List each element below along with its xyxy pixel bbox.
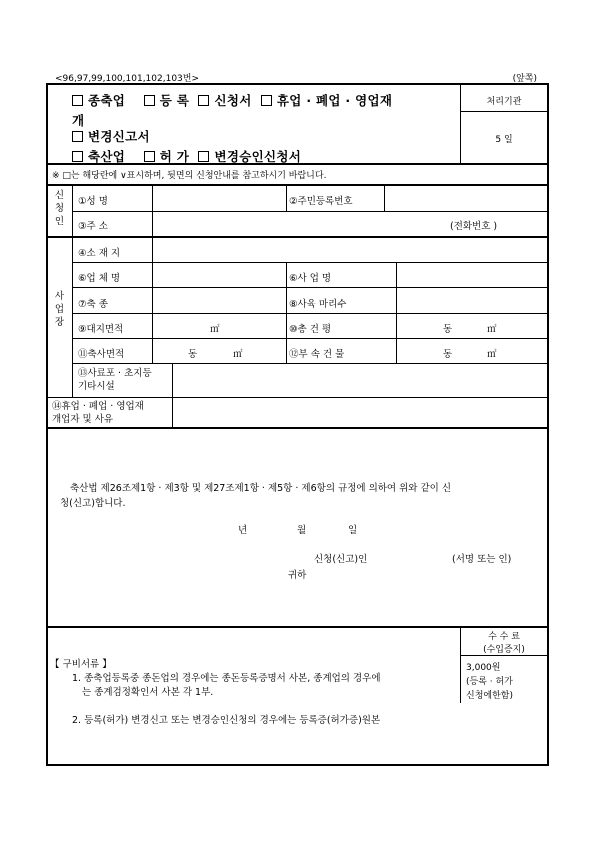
suspension-label: ⑭휴업 · 폐업 · 영업재 개업자 및 사유 <box>52 401 144 425</box>
title-option-change-approval: 변경승인신청서 <box>214 149 302 164</box>
title-line-2 <box>72 127 150 145</box>
address-field[interactable] <box>154 213 444 235</box>
date-month-label: 월 <box>297 525 307 536</box>
land-area-label: ⑨대지면적 <box>78 324 124 335</box>
document-item-1-line-2: 는 종계검정확인서 사본 각 1부. <box>82 687 214 698</box>
processing-days: 5 일 <box>495 135 513 145</box>
checkbox-icon[interactable] <box>198 151 209 162</box>
signature-hint: (서명 또는 인) <box>452 554 512 565</box>
headcount-field[interactable] <box>398 289 546 311</box>
barn-area-label: ⑪축사면적 <box>78 349 125 360</box>
location-field[interactable] <box>154 239 546 261</box>
title-option-register: 등 록 <box>159 93 190 108</box>
address-label: ③주 소 <box>78 221 108 232</box>
checkbox-icon[interactable] <box>198 95 209 106</box>
checkbox-icon[interactable] <box>144 95 155 106</box>
total-building-unit-dong: 동 <box>443 324 453 335</box>
suspension-reason-field[interactable] <box>174 399 546 425</box>
business-name-field[interactable] <box>398 264 546 286</box>
total-building-label: ⑩총 건 평 <box>289 324 332 335</box>
addressee-label: 귀하 <box>288 570 307 581</box>
title-option-permit: 허 가 <box>159 149 190 164</box>
checkbox-icon[interactable] <box>72 131 83 142</box>
checkbox-icon[interactable] <box>72 95 83 106</box>
instruction-text: ※ □는 해당란에 ∨표시하며, 뒷면의 신청안내를 참고하시기 바랍니다. <box>52 171 327 181</box>
fee-stamp-label: (수입증지) <box>483 645 525 655</box>
total-building-unit-m2: ㎡ <box>487 324 497 335</box>
headcount-label: ⑧사육 마리수 <box>289 299 347 310</box>
applicant-section-label: 신 청 인 <box>54 190 65 227</box>
species-label: ⑦축 종 <box>78 299 108 310</box>
title-line-1 <box>72 91 392 109</box>
title-line-1-cont: 개 <box>72 113 85 128</box>
company-name-label: ⑥업 체 명 <box>78 273 121 284</box>
annex-building-label: ⑫부 속 건 물 <box>289 349 345 360</box>
applicant-sign-label: 신청(신고)인 <box>314 554 368 565</box>
fee-amount: 3,000원 <box>466 663 501 673</box>
checkbox-icon[interactable] <box>261 95 272 106</box>
phone-label: (전화번호 ) <box>450 221 498 232</box>
processing-agency-label: 처리기관 <box>486 97 522 107</box>
fee-note-2: 신청에한함) <box>466 691 513 701</box>
checkbox-icon[interactable] <box>72 151 83 162</box>
title-option-livestock: 축산업 <box>88 149 126 164</box>
workplace-section-label: 사 업 장 <box>54 291 65 328</box>
document-item-2: 2. 등록(허가) 변경신고 또는 변경승인신청의 경우에는 등록증(허가증)원본 <box>72 715 381 726</box>
name-label: ①성 명 <box>78 196 108 207</box>
annex-unit-dong: 동 <box>443 349 453 360</box>
document-item-1-line-1: 1. 종축업등록중 종돈업의 경우에는 종돈등록증명서 사본, 종계업의 경우에 <box>72 673 381 684</box>
barn-area-unit-m2: ㎡ <box>233 349 243 360</box>
feed-facility-label: ⑬사료포 · 초지등 기타시설 <box>78 368 152 392</box>
statement-line-1: 축산법 제26조제1항 · 제3항 및 제27조제1항 · 제5항 · 제6항의 규정에 의하여 위와 같이 신 <box>70 483 452 494</box>
fee-label: 수 수 료 <box>488 632 520 642</box>
location-label: ④소 재 지 <box>78 248 121 259</box>
title-option-change-report: 변경신고서 <box>88 129 150 144</box>
business-name-label: ⑥사 업 명 <box>289 273 332 284</box>
title-option-breeding: 종축업 <box>88 93 126 108</box>
fee-note-1: (등록 · 허가 <box>466 677 513 687</box>
statement-line-2: 청(신고)합니다. <box>60 498 126 509</box>
page-side-label: (앞쪽) <box>512 74 537 84</box>
date-year-label: 년 <box>238 525 248 536</box>
checkbox-icon[interactable] <box>144 151 155 162</box>
documents-heading: 【 구비서류 】 <box>50 659 112 670</box>
name-field[interactable] <box>154 187 284 209</box>
form-code-ref: <96,97,99,100,101,102,103번> <box>55 74 200 84</box>
barn-area-unit-dong: 동 <box>188 349 198 360</box>
resident-id-label: ②주민등록번호 <box>289 196 353 207</box>
company-name-field[interactable] <box>154 264 284 286</box>
land-area-unit: ㎡ <box>210 324 220 335</box>
feed-facility-field[interactable] <box>174 365 546 395</box>
date-day-label: 일 <box>348 525 358 536</box>
title-option-suspension: 휴업 · 폐업 · 영업재 <box>276 93 393 108</box>
title-option-application: 신청서 <box>214 93 252 108</box>
species-field[interactable] <box>154 289 284 311</box>
resident-id-field[interactable] <box>386 187 546 209</box>
annex-unit-m2: ㎡ <box>487 349 497 360</box>
